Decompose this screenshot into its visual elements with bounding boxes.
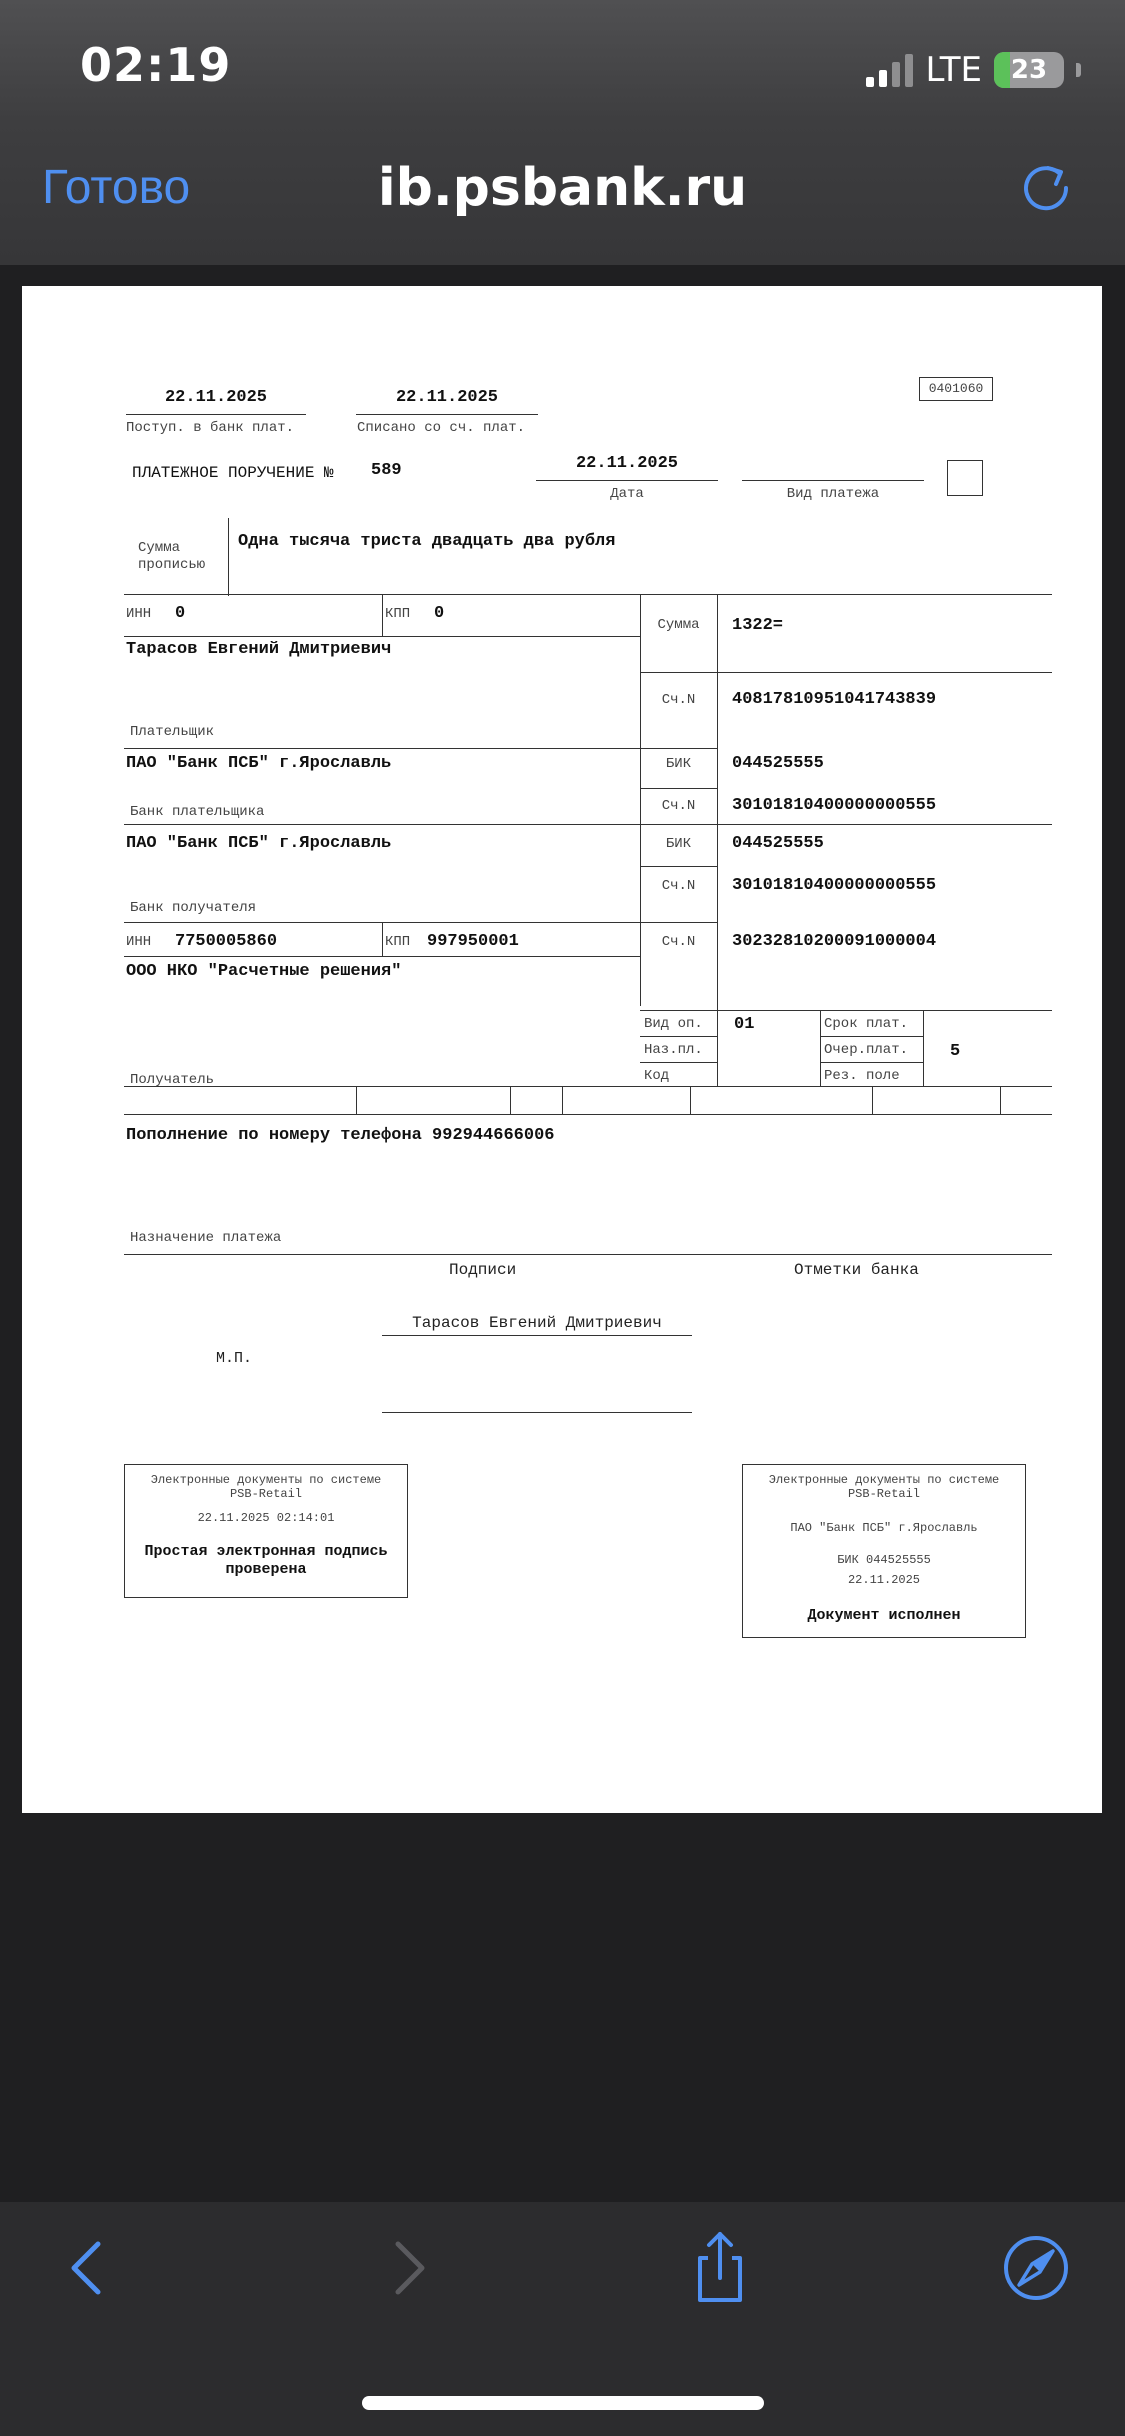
bank-marks-label: Отметки банка bbox=[794, 1261, 919, 1279]
network-label: LTE bbox=[925, 50, 982, 90]
forward-button[interactable] bbox=[368, 2228, 448, 2308]
grid-line bbox=[640, 1010, 1052, 1011]
signal-icon bbox=[866, 53, 913, 87]
grid-line bbox=[124, 1114, 1052, 1115]
signature-stamp bbox=[124, 1464, 408, 1598]
share-button[interactable] bbox=[680, 2228, 760, 2308]
payer-account-label: Сч.N bbox=[661, 692, 696, 708]
grid-line bbox=[640, 1062, 717, 1063]
recipient-name: ООО НКО "Расчетные решения" bbox=[126, 962, 402, 981]
grid-line bbox=[872, 1086, 873, 1114]
debited-label: Списано со сч. плат. bbox=[357, 420, 526, 436]
battery-icon bbox=[994, 52, 1064, 88]
grid-line bbox=[820, 1036, 923, 1037]
grid-line bbox=[690, 1086, 691, 1114]
reload-icon bbox=[1018, 160, 1074, 216]
received-date: 22.11.2025 bbox=[164, 388, 268, 407]
payer-bank-account: 30101810400000000555 bbox=[732, 796, 937, 815]
grid-line bbox=[124, 748, 717, 749]
order-title: ПЛАТЕЖНОЕ ПОРУЧЕНИЕ № bbox=[132, 464, 334, 482]
recipient-bank-account-label: Сч.N bbox=[661, 878, 696, 894]
grid-line bbox=[923, 1010, 924, 1086]
grid-line bbox=[124, 956, 640, 957]
payer-bank-label: Банк плательщика bbox=[130, 804, 265, 820]
grid-line bbox=[124, 1086, 1052, 1087]
grid-line bbox=[820, 1062, 923, 1063]
share-icon bbox=[680, 2228, 760, 2308]
grid-line bbox=[124, 636, 640, 637]
received-date-line bbox=[126, 414, 306, 415]
stamp-status: проверена bbox=[225, 1561, 307, 1578]
stamp-line: PSB-Retail bbox=[229, 1487, 302, 1501]
grid-line bbox=[382, 922, 383, 956]
order-number: 589 bbox=[371, 461, 402, 480]
recipient-bank: ПАО "Банк ПСБ" г.Ярославль bbox=[126, 834, 392, 853]
stamp-bik: БИК 044525555 bbox=[837, 1553, 931, 1567]
priority-label: Очер.плат. bbox=[824, 1042, 909, 1058]
grid-line bbox=[510, 1086, 511, 1114]
recipient-account: 30232810200091000004 bbox=[732, 932, 937, 951]
grid-line bbox=[717, 594, 718, 1086]
grid-line bbox=[820, 1010, 821, 1086]
recipient-label: Получатель bbox=[130, 1072, 215, 1088]
grid-line bbox=[1000, 1086, 1001, 1114]
grid-line bbox=[717, 672, 1052, 673]
payer-label: Плательщик bbox=[130, 724, 215, 740]
debited-date: 22.11.2025 bbox=[395, 388, 499, 407]
payer-bik-label: БИК bbox=[665, 756, 692, 772]
payment-purpose: Пополнение по номеру телефона 992944666006 bbox=[126, 1126, 555, 1145]
recipient-bank-label: Банк получателя bbox=[130, 900, 257, 916]
term-label: Срок плат. bbox=[824, 1016, 909, 1032]
payer-kpp-label: КПП bbox=[385, 606, 411, 622]
recipient-bik: 044525555 bbox=[732, 834, 824, 853]
payer-bank-account-label: Сч.N bbox=[661, 798, 696, 814]
payer-inn-label: ИНН bbox=[126, 606, 152, 622]
grid-line bbox=[640, 788, 717, 789]
site-title: ib.psbank.ru bbox=[377, 158, 748, 218]
amount-label: Сумма bbox=[657, 617, 700, 633]
stamp-bank: ПАО "Банк ПСБ" г.Ярославль bbox=[790, 1521, 978, 1535]
payer-inn: 0 bbox=[175, 604, 186, 623]
purpose-code-label: Наз.пл. bbox=[644, 1042, 703, 1058]
chevron-right-icon bbox=[368, 2228, 448, 2308]
stamp-date: 22.11.2025 bbox=[847, 1573, 920, 1587]
payer-bank: ПАО "Банк ПСБ" г.Ярославль bbox=[126, 754, 392, 773]
received-label: Поступ. в банк плат. bbox=[126, 420, 295, 436]
stamp-line: Электронные документы по системе bbox=[150, 1473, 382, 1487]
payer-kpp: 0 bbox=[434, 604, 445, 623]
payment-order-document bbox=[22, 286, 1102, 1813]
signature-line-2 bbox=[382, 1412, 692, 1413]
stamp-line: PSB-Retail bbox=[847, 1487, 920, 1501]
status-time: 02:19 bbox=[80, 38, 232, 92]
grid-line bbox=[640, 866, 717, 867]
battery-nub bbox=[1076, 63, 1081, 77]
amount-words: Одна тысяча триста двадцать два рубля bbox=[238, 532, 616, 551]
reserve-label: Рез. поле bbox=[824, 1068, 900, 1084]
recipient-kpp: 997950001 bbox=[427, 932, 519, 951]
battery-level: 23 bbox=[1010, 55, 1048, 85]
status-indicators bbox=[866, 48, 1081, 92]
signer-name: Тарасов Евгений Дмитриевич bbox=[412, 1314, 662, 1332]
grid-line bbox=[124, 824, 1052, 825]
home-indicator bbox=[362, 2396, 764, 2410]
compass-icon bbox=[996, 2228, 1076, 2308]
signature-line bbox=[382, 1335, 692, 1336]
payment-type-label: Вид платежа bbox=[786, 486, 880, 502]
recipient-account-label: Сч.N bbox=[661, 934, 696, 950]
recipient-bik-label: БИК bbox=[665, 836, 692, 852]
priority: 5 bbox=[950, 1042, 961, 1061]
recipient-inn: 7750005860 bbox=[175, 932, 278, 951]
recipient-kpp-label: КПП bbox=[385, 934, 411, 950]
open-in-safari-button[interactable] bbox=[996, 2228, 1076, 2308]
chevron-left-icon bbox=[48, 2228, 128, 2308]
payer-account: 40817810951041743839 bbox=[732, 690, 937, 709]
stamp-status: Документ исполнен bbox=[807, 1607, 961, 1624]
op-type-label: Вид оп. bbox=[644, 1016, 703, 1032]
status-checkbox bbox=[947, 460, 983, 496]
grid-line bbox=[382, 594, 383, 636]
grid-line bbox=[124, 594, 1052, 595]
amount: 1322= bbox=[732, 616, 784, 635]
stamp-datetime: 22.11.2025 02:14:01 bbox=[197, 1511, 335, 1525]
stamp-status: Простая электронная подпись bbox=[144, 1543, 388, 1560]
bank-stamp bbox=[742, 1464, 1026, 1638]
date-label: Дата bbox=[610, 486, 644, 502]
amount-words-label: Сумма прописью bbox=[138, 540, 206, 573]
done-button[interactable]: Готово bbox=[42, 161, 191, 214]
grid-line bbox=[562, 1086, 563, 1114]
op-type: 01 bbox=[734, 1015, 755, 1034]
grid-line bbox=[640, 1036, 717, 1037]
code-label: Код bbox=[644, 1068, 670, 1084]
order-date: 22.11.2025 bbox=[575, 454, 679, 473]
back-button[interactable] bbox=[48, 2228, 128, 2308]
grid-line bbox=[124, 1254, 1052, 1255]
grid-line bbox=[356, 1086, 357, 1114]
grid-line bbox=[640, 672, 717, 673]
debited-date-line bbox=[356, 414, 538, 415]
purpose-label: Назначение платежа bbox=[130, 1230, 282, 1246]
payer-name: Тарасов Евгений Дмитриевич bbox=[126, 640, 392, 659]
amount-words-divider bbox=[228, 518, 229, 596]
signatures-label: Подписи bbox=[449, 1261, 517, 1279]
order-date-line bbox=[536, 480, 718, 481]
mp-label: М.П. bbox=[216, 1350, 253, 1367]
reload-button[interactable] bbox=[1018, 160, 1074, 216]
grid-line bbox=[124, 922, 717, 923]
form-code: 0401060 bbox=[919, 377, 993, 401]
recipient-bank-account: 30101810400000000555 bbox=[732, 876, 937, 895]
stamp-line: Электронные документы по системе bbox=[768, 1473, 1000, 1487]
payment-type-line bbox=[742, 480, 924, 481]
recipient-inn-label: ИНН bbox=[126, 934, 152, 950]
payer-bik: 044525555 bbox=[732, 754, 824, 773]
